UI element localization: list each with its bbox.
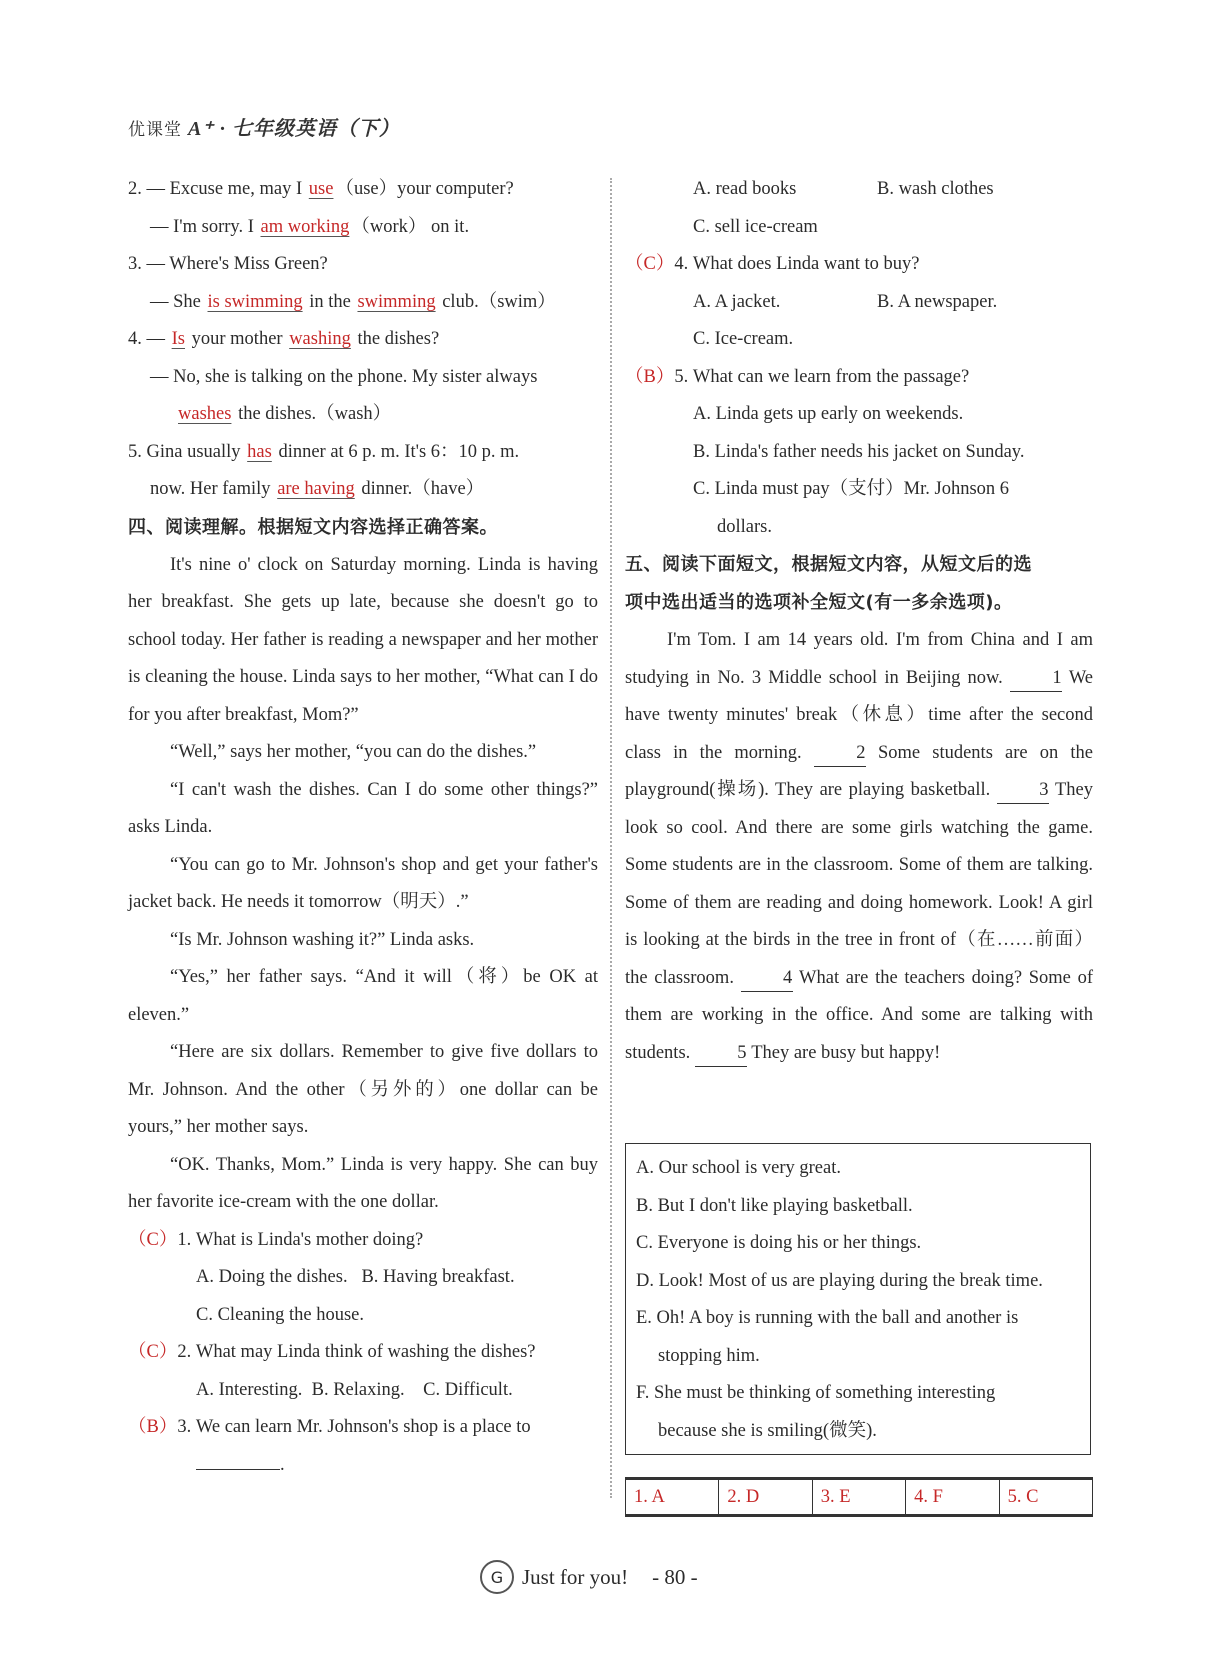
answer-swimming: swimming <box>357 291 436 312</box>
option-e: E. Oh! A boy is running with the ball and another is <box>636 1308 1019 1328</box>
section5-title-line1: 五、阅读下面短文，根据短文内容，从短文后的选 <box>625 554 1032 575</box>
answer-washing: washing <box>289 329 351 349</box>
blank-1: 1 <box>1010 665 1062 692</box>
mc3-blank-line: . <box>128 1447 598 1485</box>
option-f-cont: because she is smiling(微笑). <box>658 1420 877 1441</box>
q5-line1: 5. Gina usually has dinner at 6 p. m. It's 6：10 p. m. <box>128 441 520 462</box>
answer-has: has <box>247 441 272 462</box>
q4-line1: 4. — Is your mother washing the dishes? <box>128 329 440 349</box>
section5-title-line2: 项中选出适当的选项补全短文(有一多余选项)。 <box>625 592 1013 613</box>
logo-icon: G <box>480 1560 514 1594</box>
answer-blank <box>196 1469 280 1470</box>
answer-use: use <box>308 179 334 199</box>
mc5-option-a: A. Linda gets up early on weekends. <box>693 404 964 424</box>
header-title: A⁺ · 七年级英语（下） <box>182 118 400 140</box>
answer-cell: 2. D <box>719 1479 812 1516</box>
mc5-option-b: B. Linda's father needs his jacket on Sunday. <box>693 441 1025 462</box>
answer-cell: 3. E <box>812 1479 905 1516</box>
q3-line2: — She is swimming in the swimming club.（swim） <box>150 291 556 312</box>
passage-paragraph: “You can go to Mr. Johnson's shop and get your father's jacket back. He needs it tomorrow（明天）.” <box>128 854 598 912</box>
mc3-answer: B <box>146 1417 159 1437</box>
mc3-options: A. read books B. wash clothes <box>693 179 994 199</box>
passage-paragraph: “Well,” says her mother, “you can do the dishes.” <box>170 742 537 762</box>
passage-paragraph: “Is Mr. Johnson washing it?” Linda asks. <box>170 929 475 950</box>
passage-paragraph: It's nine o' clock on Saturday morning. Linda is having her breakfast. She gets up late, because she doesn't go to school today. Her father is reading a newspaper and her mother is cleaning the house. Linda says to her mother, “What can I do for you after breakfast, Mom?” <box>128 554 598 725</box>
section4-title: 四、阅读理解。根据短文内容选择正确答案。 <box>128 516 498 538</box>
option-b: B. But I don't like playing basketball. <box>636 1195 913 1216</box>
page-footer <box>480 1560 698 1594</box>
answer-table <box>625 1477 1093 1517</box>
option-f: F. She must be thinking of something interesting <box>636 1383 996 1403</box>
mc5-option-c: C. Linda must pay（支付）Mr. Johnson 6 <box>693 479 1010 499</box>
column-divider <box>610 178 612 1498</box>
answer-are-having: are having <box>277 479 355 499</box>
q4-line3: washes the dishes.（wash） <box>178 404 392 424</box>
answer-am-working: am working <box>260 216 350 237</box>
answer-cell: 4. F <box>906 1479 999 1516</box>
mc1-option-c: C. Cleaning the house. <box>196 1304 365 1325</box>
options-box <box>625 1143 1091 1455</box>
page-number: - 80 - <box>652 1564 698 1589</box>
mc4-options: A. A jacket. B. A newspaper. <box>693 291 998 312</box>
option-c: C. Everyone is doing his or her things. <box>636 1233 922 1253</box>
passage-paragraph: “Here are six dollars. Remember to give five dollars to Mr. Johnson. And the other（另外的）one dollar can be yours,” her mother says. <box>128 1042 598 1137</box>
blank-5: 5 <box>695 1040 747 1067</box>
mc4-option-c: C. Ice-cream. <box>693 329 794 349</box>
mc5-answer: B <box>643 366 656 387</box>
q3-line1: 3. — Where's Miss Green? <box>128 254 328 274</box>
passage-paragraph: “OK. Thanks, Mom.” Linda is very happy. She can buy her favorite ice-cream with the one dollar. <box>128 1154 598 1212</box>
mc4-answer: C <box>643 254 656 274</box>
option-e-cont: stopping him. <box>658 1345 760 1366</box>
q5-line2: now. Her family are having dinner.（have） <box>150 479 485 499</box>
q2-line1: 2. — Excuse me, may I use （use）your computer? <box>128 179 514 199</box>
option-d: D. Look! Most of us are playing during the break time. <box>636 1270 1043 1291</box>
mc1-options: A. Doing the dishes. B. Having breakfast. <box>196 1267 515 1287</box>
answer-cell: 5. C <box>999 1479 1092 1516</box>
option-a: A. Our school is very great. <box>636 1158 841 1178</box>
mc2-question: （C）2. What may Linda think of washing the dishes? <box>128 1342 536 1362</box>
mc2-answer: C <box>146 1342 159 1362</box>
passage-paragraph: “Yes,” her father says. “And it will（将）be OK at eleven.” <box>128 967 598 1025</box>
left-column <box>128 171 598 1484</box>
mc3-question: （B）3. We can learn Mr. Johnson's shop is a place to <box>128 1417 531 1437</box>
footer-slogan: Just for you! <box>522 1564 629 1589</box>
answer-washes: washes <box>178 404 232 424</box>
q4-line2: — No, she is talking on the phone. My sister always <box>150 366 538 387</box>
brand-name: 优课堂 <box>128 120 182 140</box>
page-header <box>128 112 400 141</box>
answer-is: Is <box>171 329 185 349</box>
right-column <box>625 171 1093 1072</box>
answer-is-swimming: is swimming <box>207 291 303 312</box>
blank-4: 4 <box>741 965 793 992</box>
mc2-options: A. Interesting. B. Relaxing. C. Difficult. <box>196 1379 513 1400</box>
blank-3: 3 <box>997 777 1049 804</box>
mc5-question: （B）5. What can we learn from the passage? <box>625 366 970 387</box>
blank-2: 2 <box>814 740 866 767</box>
mc3-option-c: C. sell ice-cream <box>693 216 818 237</box>
q2-line2: — I'm sorry. I am working （work） on it. <box>150 216 470 237</box>
mc1-question: （C）1. What is Linda's mother doing? <box>128 1229 424 1250</box>
answer-cell: 1. A <box>626 1479 719 1516</box>
mc4-question: （C）4. What does Linda want to buy? <box>625 254 920 274</box>
mc1-answer: C <box>146 1229 159 1250</box>
passage-paragraph: “I can't wash the dishes. Can I do some other things?” asks Linda. <box>128 779 598 837</box>
cloze-passage: I'm Tom. I am 14 years old. I'm from China and I am studying in No. 3 Middle school in Beijing now. 1 We have twenty minutes' break（休息）time after the second class in the morning. 2 Some students are on the playground(操场). They are playing basketball. 3 They look so cool. And there are some girls watching the game. Some students are in the classroom. Some of them are talking. Some of them are reading and doing homework. Look! A girl is looking at the birds in the tree in front of（在……前面）the classroom. 4 What are the teachers doing? Some of them are working in the office. And some are talking with students. 5 They are busy but happy! <box>625 622 1093 1072</box>
mc5-option-c-cont: dollars. <box>717 516 772 537</box>
